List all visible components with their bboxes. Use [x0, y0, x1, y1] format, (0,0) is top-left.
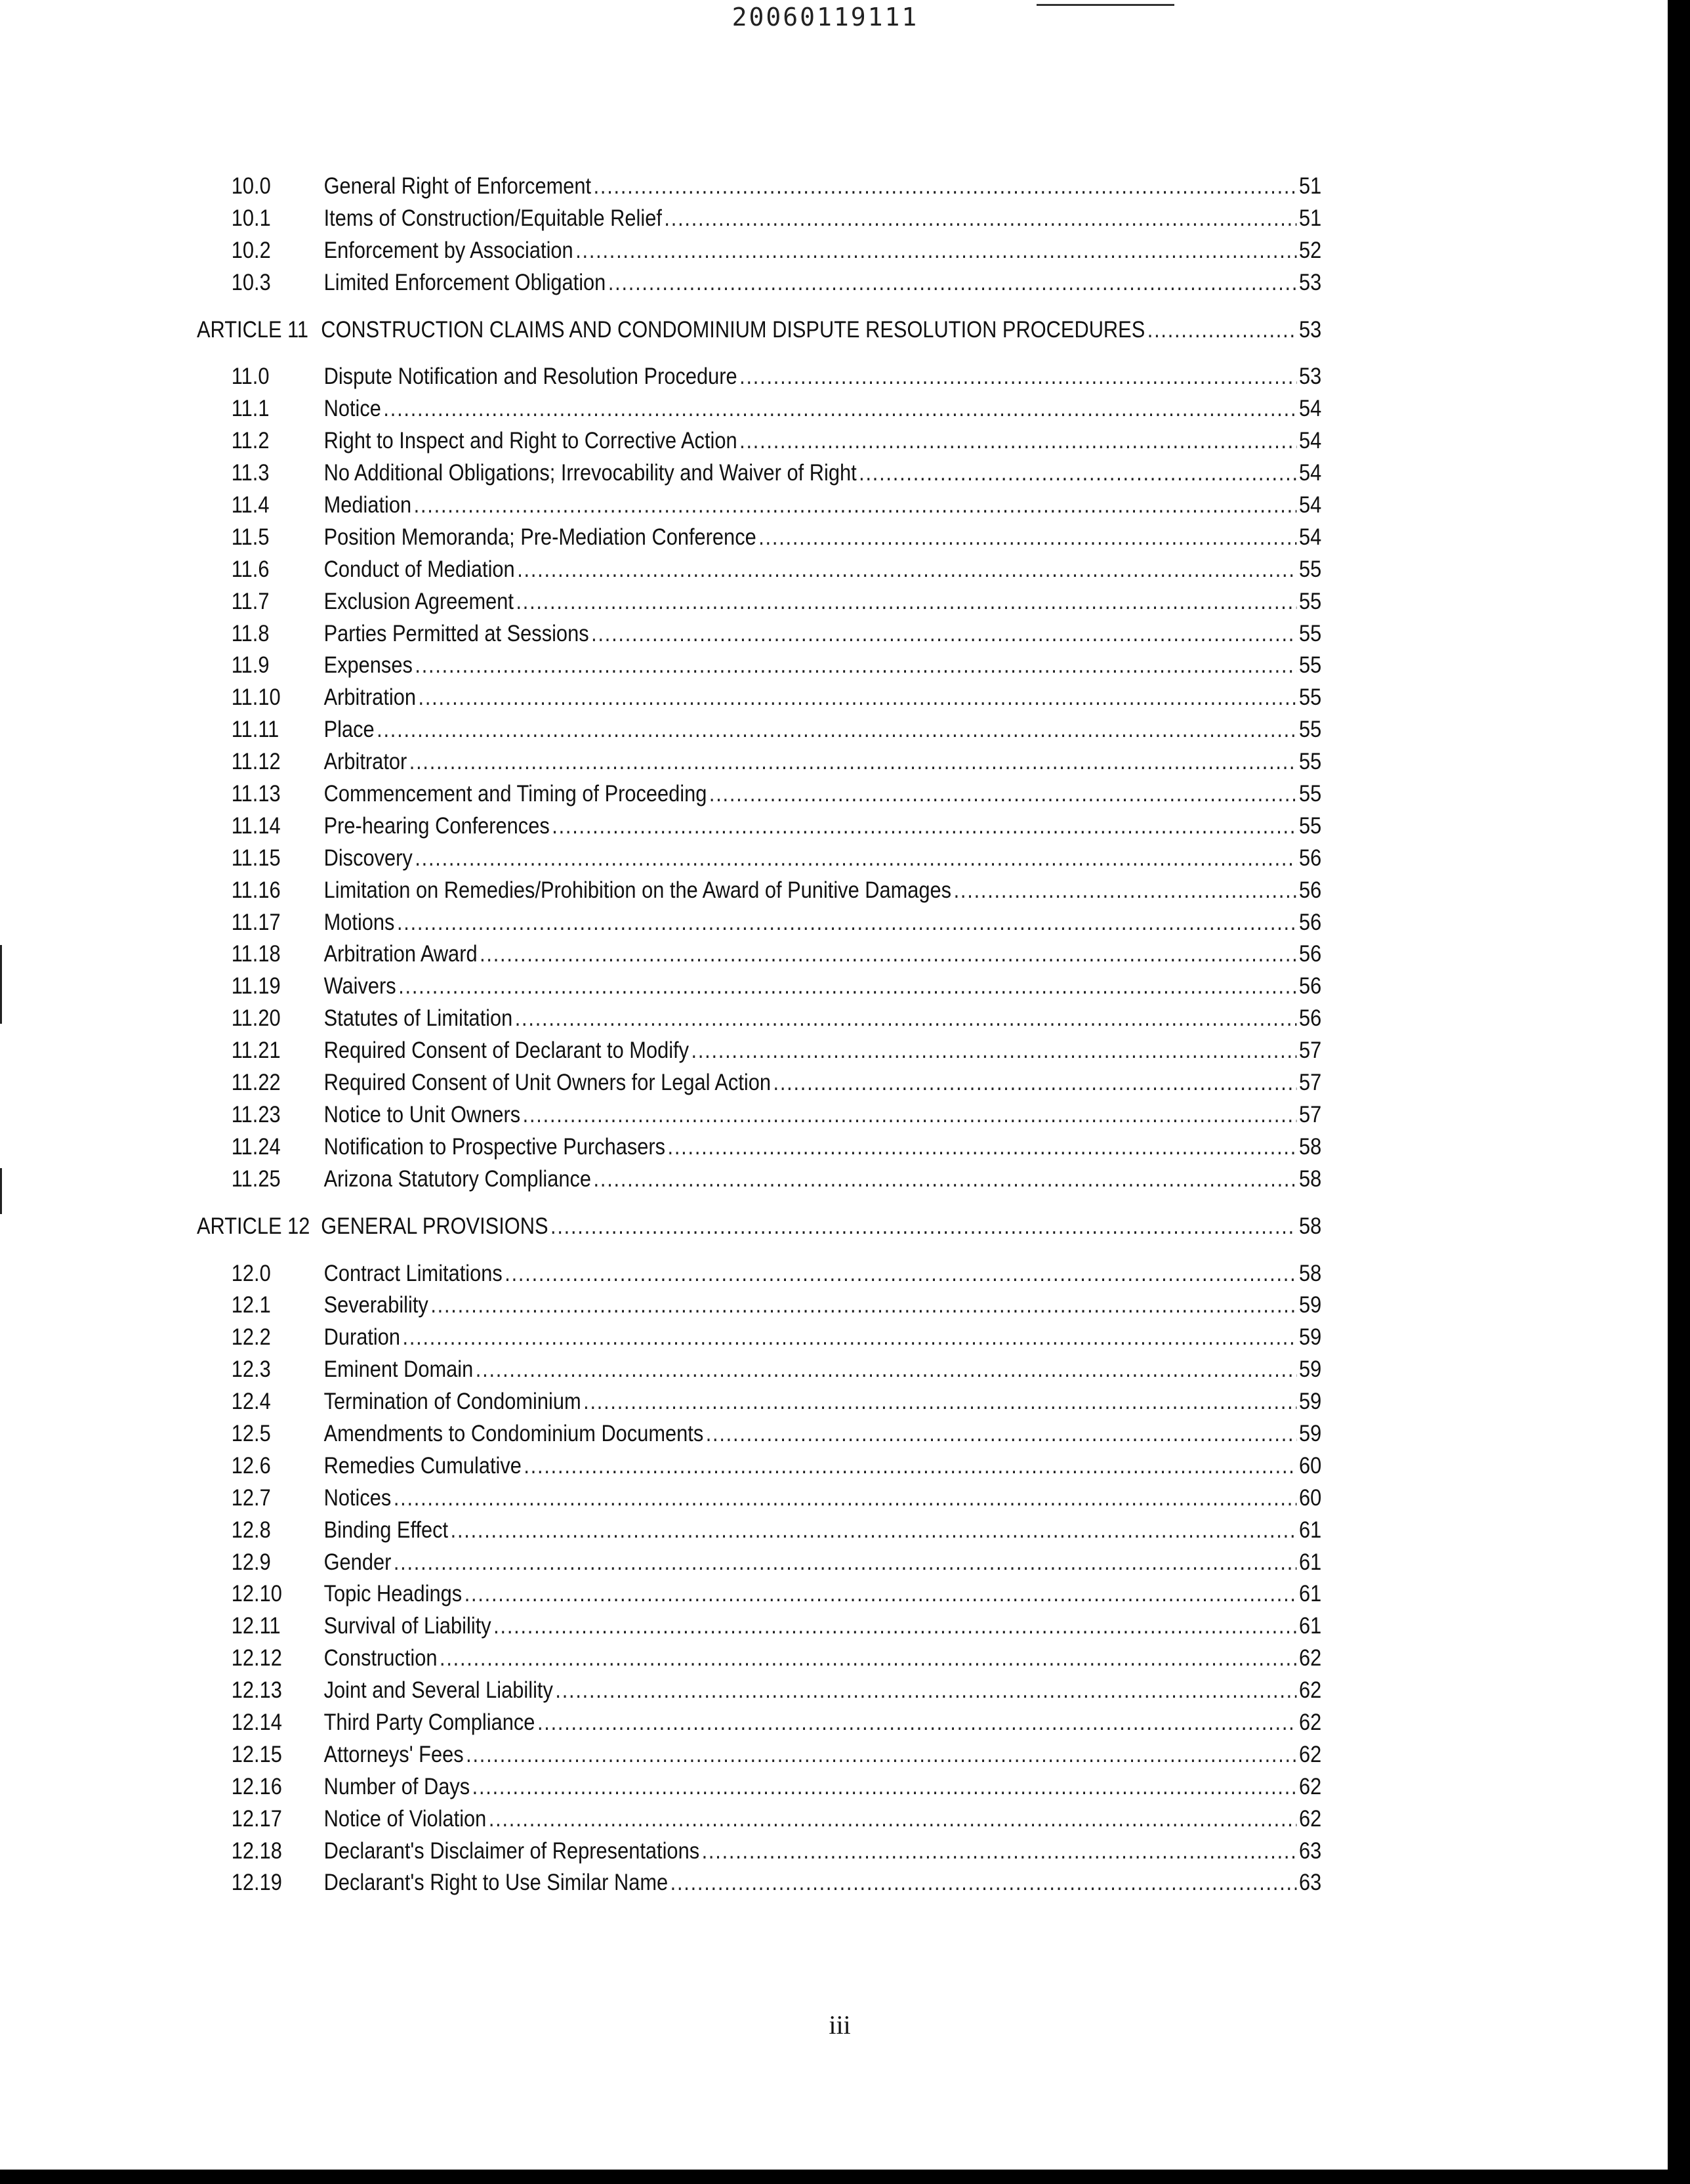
toc-section-row: [197, 1610, 1321, 1643]
toc-title: Limited Enforcement Obligation: [323, 269, 606, 295]
toc-page-number: 55: [1298, 749, 1322, 775]
toc-dot-leader: [480, 938, 1296, 971]
toc-title: Limitation on Remedies/Prohibition on the Award of Punitive Damages: [323, 877, 952, 903]
toc-page-number: 56: [1298, 909, 1322, 935]
toc-number: ARTICLE 11: [197, 316, 309, 343]
toc-page-number: 57: [1298, 1038, 1322, 1064]
toc-number: 11.5: [231, 524, 270, 550]
toc-dot-leader: [394, 1482, 1297, 1515]
toc-title: Motions: [323, 909, 395, 935]
toc-dot-leader: [414, 490, 1297, 522]
toc-title: Arbitration: [323, 684, 416, 711]
toc-title: Third Party Compliance: [323, 1709, 535, 1735]
toc-page-number: 57: [1298, 1070, 1322, 1096]
toc-page-number: 56: [1298, 1005, 1322, 1032]
toc-dot-leader: [472, 1771, 1297, 1803]
toc-number: 11.12: [231, 749, 281, 775]
toc-number: 11.6: [231, 556, 270, 582]
toc-title: Termination of Condominium: [323, 1389, 581, 1415]
toc-section-row: [197, 714, 1321, 746]
toc-number: 12.0: [231, 1260, 271, 1286]
toc-number: 11.21: [231, 1038, 281, 1064]
toc-section-row: [197, 1067, 1321, 1099]
toc-number: 12.13: [231, 1677, 282, 1704]
toc-dot-leader: [773, 1067, 1297, 1099]
toc-page-number: 63: [1298, 1838, 1322, 1864]
toc-dot-leader: [403, 1322, 1297, 1354]
toc-section-row: [197, 586, 1321, 618]
toc-section-row: [197, 1739, 1321, 1771]
toc-dot-leader: [706, 1418, 1297, 1450]
toc-number: 11.25: [231, 1166, 281, 1192]
toc-section-row: [197, 522, 1321, 554]
toc-section-row: [197, 457, 1321, 490]
toc-page-number: 58: [1298, 1166, 1322, 1192]
toc-section-row: [197, 361, 1321, 393]
toc-dot-leader: [409, 746, 1297, 778]
toc-page-number: 62: [1298, 1709, 1322, 1735]
left-scan-tick: [0, 945, 2, 1024]
toc-section-row: [197, 1515, 1321, 1547]
toc-page-number: 59: [1298, 1324, 1322, 1351]
toc-title: Required Consent of Declarant to Modify: [323, 1038, 690, 1064]
toc-dot-leader: [523, 1099, 1297, 1131]
toc-title: Eminent Domain: [323, 1356, 474, 1383]
toc-title: Statutes of Limitation: [323, 1005, 513, 1032]
toc-number: 12.1: [231, 1292, 271, 1318]
toc-section-row: [197, 1386, 1321, 1418]
toc-number: 12.6: [231, 1452, 271, 1479]
top-scan-mark: [1037, 4, 1174, 6]
toc-dot-leader: [739, 425, 1296, 457]
toc-dot-leader: [954, 875, 1297, 907]
toc-page-number: 52: [1298, 237, 1322, 263]
toc-page-number: 62: [1298, 1741, 1322, 1767]
toc-dot-leader: [476, 1354, 1297, 1386]
toc-title: Contract Limitations: [323, 1260, 503, 1286]
toc-section-row: [197, 1258, 1321, 1290]
toc-number: 12.9: [231, 1549, 271, 1575]
toc-section-row: [197, 746, 1321, 778]
toc-section-row: [197, 1803, 1321, 1836]
toc-section-row: [197, 1643, 1321, 1675]
toc-dot-leader: [515, 1003, 1297, 1035]
toc-dot-leader: [594, 1164, 1297, 1196]
toc-title: Notification to Prospective Purchasers: [323, 1133, 666, 1160]
toc-section-row: [197, 618, 1321, 650]
toc-page-number: 51: [1298, 205, 1322, 231]
toc-page-number: 58: [1298, 1260, 1322, 1286]
toc-page-number: 62: [1298, 1773, 1322, 1799]
toc-number: 10.2: [231, 237, 271, 263]
toc-title: Declarant's Disclaimer of Representations: [323, 1838, 700, 1864]
toc-section-row: [197, 171, 1321, 203]
toc-page-number: 55: [1298, 588, 1322, 614]
toc-section-row: [197, 1867, 1321, 1899]
toc-number: 12.10: [231, 1581, 282, 1607]
toc-dot-leader: [464, 1578, 1297, 1610]
toc-number: 12.19: [231, 1870, 282, 1896]
toc-section-row: [197, 393, 1321, 425]
toc-page-number: 59: [1298, 1389, 1322, 1415]
toc-section-row: [197, 1131, 1321, 1164]
toc-section-row: [197, 1482, 1321, 1515]
toc-title: Right to Inspect and Right to Corrective Action: [323, 428, 737, 454]
toc-section-row: [197, 875, 1321, 907]
toc-section-row: [197, 1290, 1321, 1322]
left-scan-tick: [0, 1168, 2, 1214]
toc-dot-leader: [397, 907, 1296, 939]
toc-dot-leader: [415, 650, 1296, 682]
toc-page-number: 59: [1298, 1292, 1322, 1318]
toc-title: Duration: [323, 1324, 401, 1351]
toc-section-row: [197, 1418, 1321, 1450]
toc-dot-leader: [415, 843, 1296, 875]
toc-dot-leader: [493, 1610, 1296, 1643]
toc-page-number: 60: [1298, 1452, 1322, 1479]
toc-title: Conduct of Mediation: [323, 556, 515, 582]
toc-dot-leader: [668, 1131, 1297, 1164]
toc-title: Required Consent of Unit Owners for Legal Action: [323, 1070, 771, 1096]
toc-title: Discovery: [323, 845, 413, 871]
toc-title: Number of Days: [323, 1773, 470, 1799]
toc-title: Gender: [323, 1549, 392, 1575]
toc-number: 12.18: [231, 1838, 282, 1864]
toc-section-row: [197, 1035, 1321, 1067]
toc-page-number: 55: [1298, 812, 1322, 839]
toc-page-number: 53: [1298, 316, 1322, 343]
toc-page-number: 56: [1298, 973, 1322, 999]
toc-dot-leader: [419, 682, 1297, 714]
toc-number: 12.15: [231, 1741, 282, 1767]
toc-number: 11.20: [231, 1005, 281, 1032]
toc-section-row: [197, 1354, 1321, 1386]
toc-title: Declarant's Right to Use Similar Name: [323, 1870, 669, 1896]
toc-section-row: [197, 203, 1321, 235]
toc-number: 12.3: [231, 1356, 271, 1383]
toc-number: 10.1: [231, 205, 271, 231]
toc-section-row: [197, 267, 1321, 299]
toc-title: Pre-hearing Conferences: [323, 812, 550, 839]
toc-title: Commencement and Timing of Proceeding: [323, 781, 707, 807]
toc-number: 11.16: [231, 877, 281, 903]
toc-title: Exclusion Agreement: [323, 588, 514, 614]
toc-dot-leader: [451, 1515, 1297, 1547]
toc-page-number: 54: [1298, 396, 1322, 422]
toc-title: GENERAL PROVISIONS: [321, 1213, 548, 1239]
toc-title: Joint and Several Liability: [323, 1677, 553, 1704]
toc-number: 11.7: [231, 588, 270, 614]
toc-title: Parties Permitted at Sessions: [323, 620, 589, 646]
toc-section-row: [197, 490, 1321, 522]
toc-section-row: [197, 1450, 1321, 1482]
toc-page-number: 58: [1298, 1133, 1322, 1160]
toc-section-row: [197, 1322, 1321, 1354]
toc-dot-leader: [575, 235, 1296, 267]
toc-dot-leader: [383, 393, 1296, 425]
toc-number: 12.16: [231, 1773, 282, 1799]
toc-page-number: 54: [1298, 524, 1322, 550]
toc-page-number: 56: [1298, 941, 1322, 967]
toc-section-row: [197, 843, 1321, 875]
toc-section-row: [197, 554, 1321, 586]
toc-title: Topic Headings: [323, 1581, 463, 1607]
toc-section-row: [197, 1771, 1321, 1803]
toc-number: 11.24: [231, 1133, 281, 1160]
toc-dot-leader: [550, 1211, 1296, 1243]
toc-dot-leader: [664, 203, 1296, 235]
toc-title: Arizona Statutory Compliance: [323, 1166, 592, 1192]
toc-number: 10.3: [231, 269, 271, 295]
toc-title: Notice: [323, 396, 381, 422]
toc-section-row: [197, 682, 1321, 714]
toc-page-number: 51: [1298, 173, 1322, 199]
toc-dot-leader: [517, 554, 1296, 586]
toc-page-number: 55: [1298, 684, 1322, 711]
toc-number: 11.13: [231, 781, 281, 807]
toc-title: Arbitrator: [323, 749, 407, 775]
toc-title: Position Memoranda; Pre-Mediation Conference: [323, 524, 756, 550]
toc-dot-leader: [758, 522, 1296, 554]
toc-dot-leader: [591, 618, 1296, 650]
toc-dot-leader: [691, 1035, 1297, 1067]
toc-page-number: 62: [1298, 1805, 1322, 1832]
toc-number: 12.2: [231, 1324, 271, 1351]
toc-number: 12.11: [231, 1613, 281, 1639]
toc-title: Expenses: [323, 652, 413, 679]
toc-number: 11.2: [231, 428, 270, 454]
toc-number: 12.8: [231, 1517, 271, 1543]
toc-title: Mediation: [323, 492, 412, 518]
toc-page-number: 61: [1298, 1549, 1322, 1575]
toc-title: No Additional Obligations; Irrevocability and Waiver of Right: [323, 460, 857, 486]
toc-section-row: [197, 1003, 1321, 1035]
page-number: iii: [829, 2010, 851, 2040]
toc-page-number: 61: [1298, 1581, 1322, 1607]
toc-dot-leader: [430, 1290, 1296, 1322]
toc-page-number: 62: [1298, 1645, 1322, 1671]
toc-section-row: [197, 1578, 1321, 1610]
toc-article-row: [197, 314, 1321, 346]
toc-dot-leader: [552, 810, 1296, 843]
toc-section-row: [197, 810, 1321, 843]
toc-title: CONSTRUCTION CLAIMS AND CONDOMINIUM DISPUTE RESOLUTION PROCEDURES: [321, 316, 1145, 343]
toc-title: Survival of Liability: [323, 1613, 491, 1639]
toc-page-number: 61: [1298, 1517, 1322, 1543]
toc-page-number: 54: [1298, 460, 1322, 486]
toc-page-number: 62: [1298, 1677, 1322, 1704]
toc-dot-leader: [555, 1675, 1296, 1707]
toc-number: 11.3: [231, 460, 270, 486]
toc-dot-leader: [594, 171, 1297, 203]
toc-dot-leader: [702, 1836, 1297, 1868]
toc-number: 11.1: [231, 396, 270, 422]
toc-title: Enforcement by Association: [323, 237, 573, 263]
toc-section-row: [197, 1164, 1321, 1196]
toc-number: 11.15: [231, 845, 281, 871]
toc-page-number: 55: [1298, 652, 1322, 679]
toc-number: 11.8: [231, 620, 270, 646]
toc-dot-leader: [398, 971, 1296, 1003]
table-of-contents: [197, 171, 1321, 1899]
toc-page-number: 59: [1298, 1420, 1322, 1446]
toc-number: 12.14: [231, 1709, 282, 1735]
toc-title: Amendments to Condominium Documents: [323, 1420, 704, 1446]
toc-number: 11.10: [231, 684, 281, 711]
toc-title: Place: [323, 717, 375, 743]
toc-page-number: 54: [1298, 492, 1322, 518]
toc-dot-leader: [524, 1450, 1296, 1482]
toc-section-row: [197, 425, 1321, 457]
toc-dot-leader: [670, 1867, 1297, 1899]
toc-number: 11.23: [231, 1101, 281, 1127]
toc-section-row: [197, 235, 1321, 267]
toc-section-row: [197, 907, 1321, 939]
toc-title: Binding Effect: [323, 1517, 449, 1543]
toc-number: 12.5: [231, 1420, 271, 1446]
toc-dot-leader: [608, 267, 1297, 299]
toc-dot-leader: [859, 457, 1296, 490]
toc-title: Remedies Cumulative: [323, 1452, 522, 1479]
toc-number: 11.22: [231, 1070, 281, 1096]
toc-dot-leader: [1147, 314, 1297, 346]
toc-number: 11.18: [231, 941, 281, 967]
toc-dot-leader: [739, 361, 1296, 393]
toc-page-number: 55: [1298, 781, 1322, 807]
toc-dot-leader: [537, 1707, 1297, 1739]
toc-page-number: 60: [1298, 1484, 1322, 1511]
toc-number: 11.4: [231, 492, 270, 518]
toc-section-row: [197, 1099, 1321, 1131]
toc-number: 10.0: [231, 173, 271, 199]
toc-number: ARTICLE 12: [197, 1213, 310, 1239]
toc-page-number: 58: [1298, 1213, 1322, 1239]
toc-page-number: 54: [1298, 428, 1322, 454]
toc-title: Dispute Notification and Resolution Procedure: [323, 364, 737, 390]
toc-dot-leader: [440, 1643, 1296, 1675]
toc-number: 11.17: [231, 909, 281, 935]
toc-number: 12.7: [231, 1484, 271, 1511]
toc-dot-leader: [394, 1547, 1297, 1579]
toc-dot-leader: [583, 1386, 1296, 1418]
toc-title: Items of Construction/Equitable Relief: [323, 205, 662, 231]
toc-dot-leader: [466, 1739, 1296, 1771]
toc-number: 12.4: [231, 1389, 271, 1415]
toc-section-row: [197, 1675, 1321, 1707]
toc-section-row: [197, 938, 1321, 971]
toc-dot-leader: [516, 586, 1296, 618]
toc-page-number: 55: [1298, 556, 1322, 582]
bottom-scan-border: [0, 2170, 1690, 2184]
toc-section-row: [197, 971, 1321, 1003]
toc-number: 12.12: [231, 1645, 282, 1671]
document-id: 20060119111: [732, 3, 919, 32]
toc-title: Waivers: [323, 973, 396, 999]
toc-page-number: 55: [1298, 620, 1322, 646]
toc-page-number: 53: [1298, 269, 1322, 295]
toc-page-number: 61: [1298, 1613, 1322, 1639]
toc-dot-leader: [709, 778, 1297, 810]
toc-page-number: 53: [1298, 364, 1322, 390]
toc-title: Construction: [323, 1645, 438, 1671]
toc-page-number: 63: [1298, 1870, 1322, 1896]
toc-page-number: 59: [1298, 1356, 1322, 1383]
toc-title: Notices: [323, 1484, 392, 1511]
toc-title: General Right of Enforcement: [323, 173, 592, 199]
toc-section-row: [197, 1707, 1321, 1739]
toc-page-number: 55: [1298, 717, 1322, 743]
toc-number: 11.0: [231, 364, 270, 390]
toc-article-row: [197, 1211, 1321, 1243]
toc-title: Severability: [323, 1292, 428, 1318]
toc-title: Arbitration Award: [323, 941, 478, 967]
toc-section-row: [197, 1547, 1321, 1579]
toc-title: Notice of Violation: [323, 1805, 487, 1832]
toc-page-number: 57: [1298, 1101, 1322, 1127]
toc-number: 12.17: [231, 1805, 282, 1832]
toc-dot-leader: [377, 714, 1296, 746]
toc-section-row: [197, 650, 1321, 682]
toc-title: Attorneys' Fees: [323, 1741, 464, 1767]
toc-page-number: 56: [1298, 845, 1322, 871]
right-scan-border: [1668, 0, 1690, 2184]
toc-page-number: 56: [1298, 877, 1322, 903]
toc-section-row: [197, 778, 1321, 810]
toc-number: 11.14: [231, 812, 281, 839]
toc-dot-leader: [505, 1258, 1296, 1290]
toc-title: Notice to Unit Owners: [323, 1101, 521, 1127]
toc-number: 11.19: [231, 973, 281, 999]
toc-number: 11.11: [231, 717, 279, 743]
toc-dot-leader: [489, 1803, 1297, 1836]
toc-number: 11.9: [231, 652, 270, 679]
toc-section-row: [197, 1836, 1321, 1868]
